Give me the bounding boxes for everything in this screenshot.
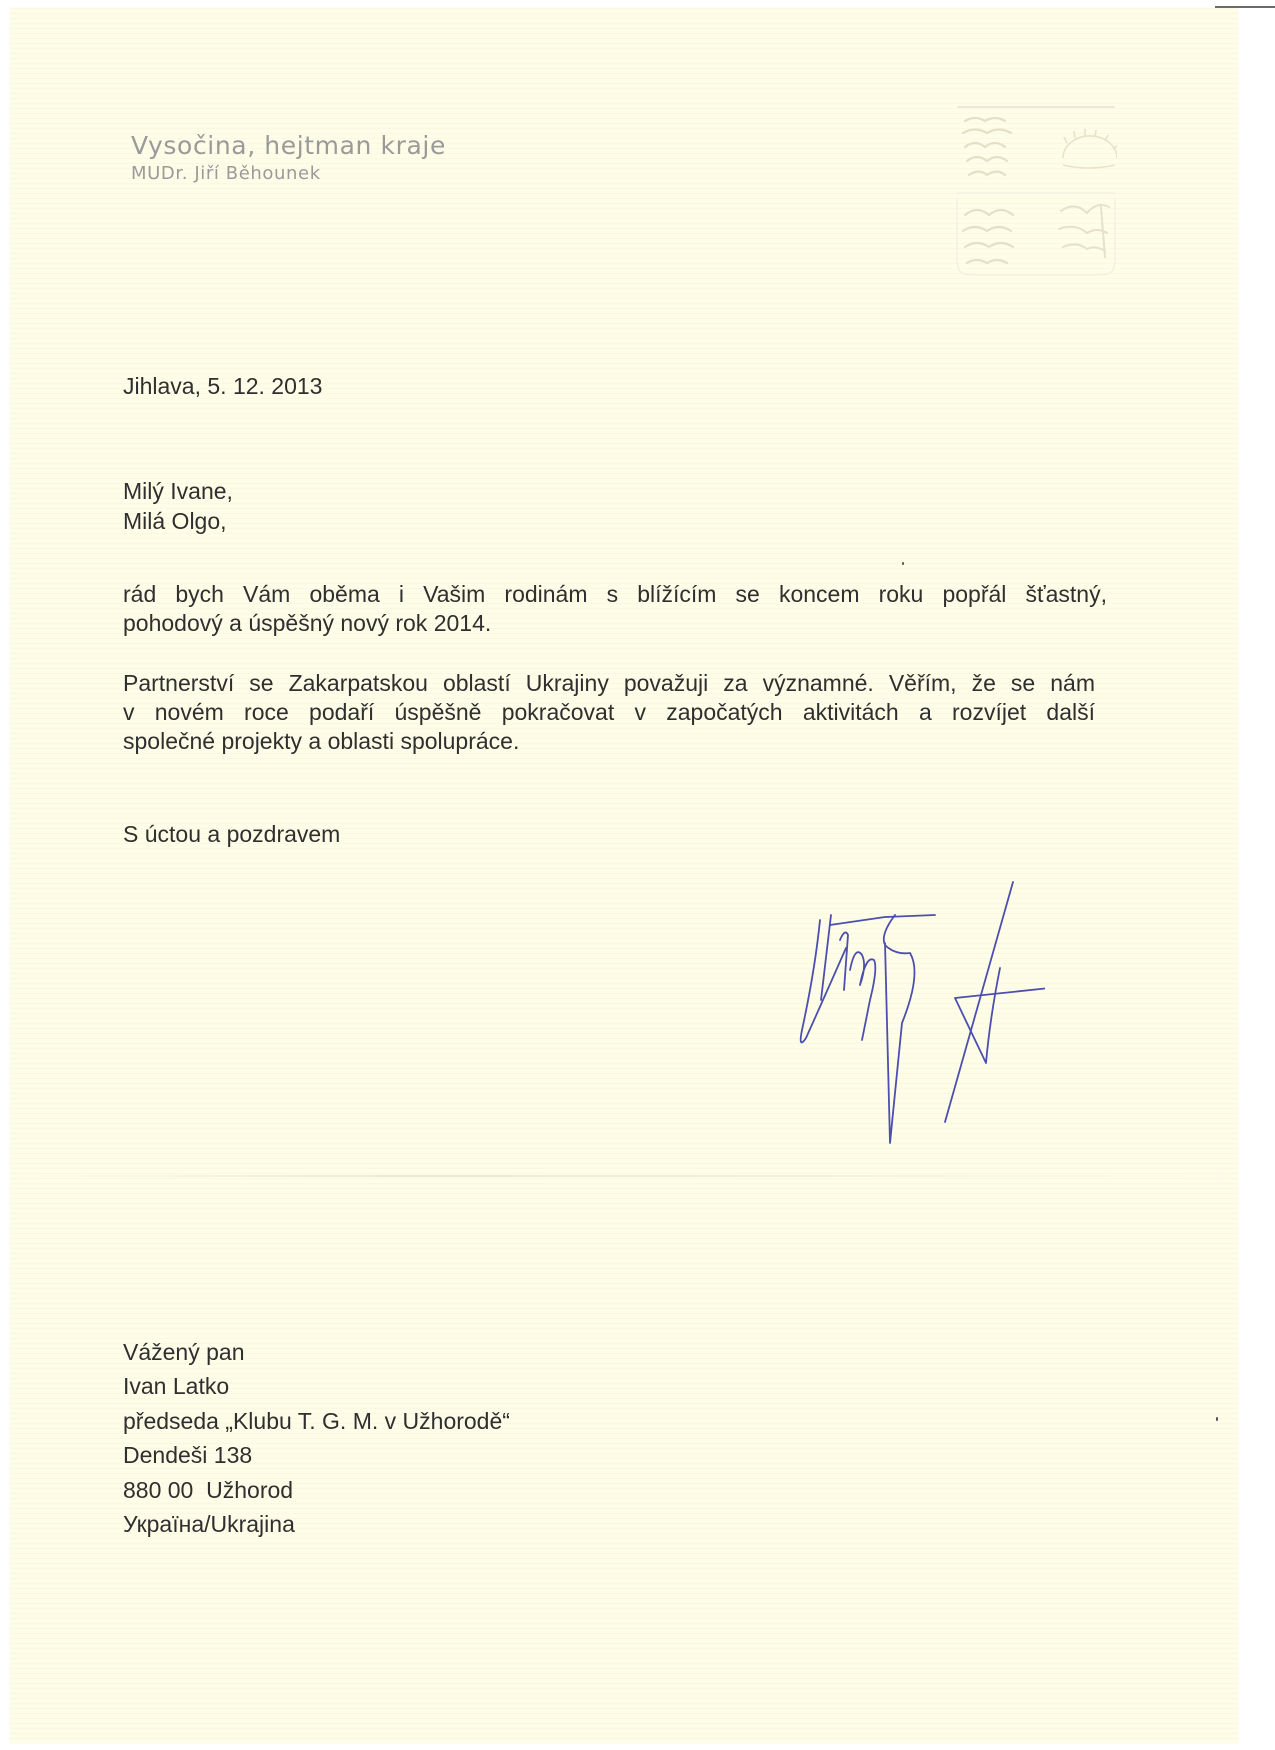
signature-stroke <box>850 952 875 1040</box>
handwritten-signature <box>795 870 1045 1155</box>
coat-of-arms-emblem <box>955 103 1117 278</box>
paragraph-line: v novém roce podaří úspěšně pokračovat v započatých aktivitách a rozvíjet další <box>123 699 1095 725</box>
date-line: Jihlava, 5. 12. 2013 <box>123 373 323 399</box>
address-line: Vážený pan <box>123 1339 245 1365</box>
paragraph-line: pohodový a úspěšný nový rok 2014. <box>123 610 492 636</box>
salutation-line: Milá Olgo, <box>123 508 227 534</box>
address-line: předseda „Klubu T. G. M. v Užhorodě“ <box>123 1408 510 1434</box>
paragraph-line: Partnerství se Zakarpatskou oblastí Ukrajiny považuji za významné. Věřím, že se nám <box>123 670 1095 696</box>
ink-speck <box>902 562 904 565</box>
crest-eagle-top <box>963 118 1011 175</box>
signature-stroke <box>955 968 1045 1063</box>
ink-speck <box>1216 1417 1218 1421</box>
body-paragraph <box>123 669 1095 756</box>
salutation-line: Milý Ivane, <box>123 478 233 504</box>
letterhead-subtitle: MUDr. Jiří Běhounek <box>131 163 321 184</box>
body-paragraph <box>123 580 1107 638</box>
signature-stroke <box>830 915 935 925</box>
address-line: 880 00 Užhorod <box>123 1477 294 1503</box>
paragraph-line: společné projekty a oblasti spolupráce. <box>123 728 520 754</box>
signature-stroke <box>840 932 848 990</box>
address-line: Dendeši 138 <box>123 1442 253 1468</box>
paragraph-line: rád bych Vám oběma i Vašim rodinám s blížícím se koncem roku popřál šťastný, <box>123 581 1107 607</box>
crest-sun <box>1063 129 1117 168</box>
address-line: Ivan Latko <box>123 1373 230 1399</box>
closing-line: S úctou a pozdravem <box>123 821 341 847</box>
crest-lion <box>1059 205 1109 257</box>
address-line: Україна/Ukrajina <box>123 1511 295 1537</box>
signature-stroke <box>884 915 915 1143</box>
signature-stroke <box>945 882 1013 1122</box>
crest-eagle-bottom <box>963 210 1013 263</box>
letterhead-title: Vysočina, hejtman kraje <box>131 131 446 160</box>
paper-fold-line <box>10 1175 1238 1177</box>
